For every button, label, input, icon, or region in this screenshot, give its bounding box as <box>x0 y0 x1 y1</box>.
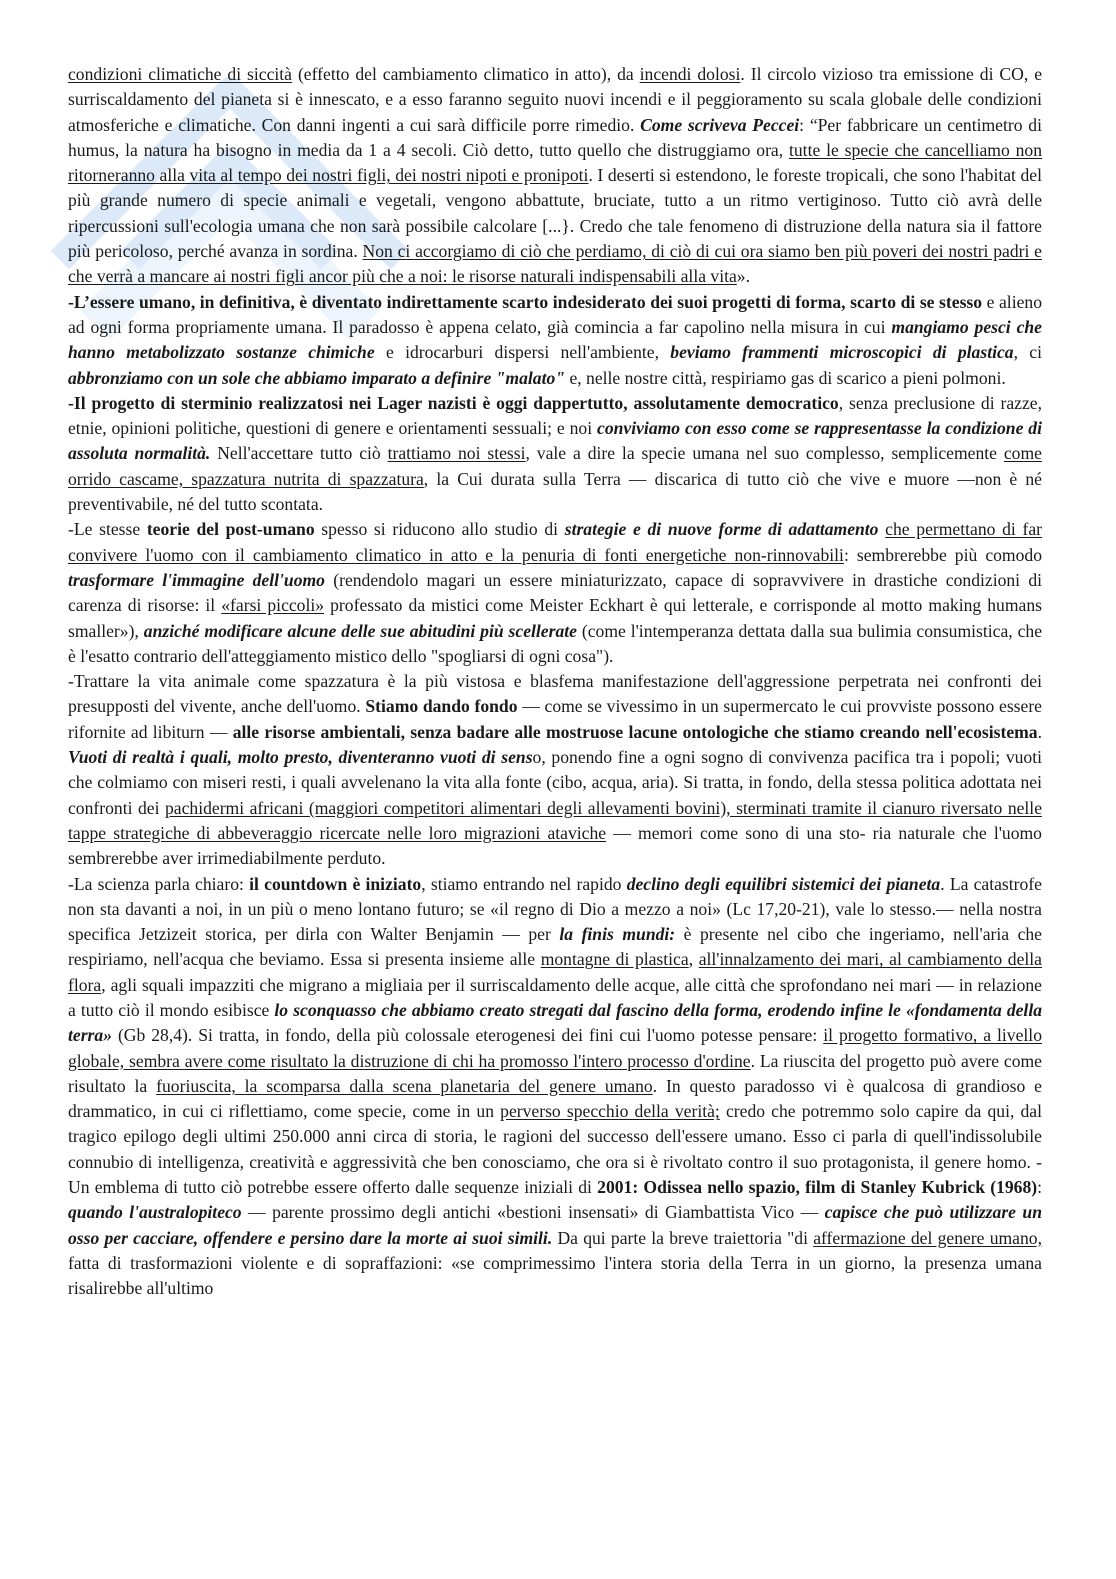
text-run: tutte le specie che cancelliamo non ritorneranno alla vita al tempo dei nostri figli, dei nostri nipoti e pronipoti <box>68 139 1042 186</box>
text-run: credo che potremmo solo capire da qui, dal tragico epilogo degli ultimi 250.000 anni circa di storia, le ragioni del successo dell'essere umano. Esso ci parla di quell'indissolubile connubio di intelligenza, creatività e aggressività che ben conosciamo, che ora si è rivoltato contro il suo protagonista, il genere homo. -Un emblema di tutto ciò potrebbe essere offerto dalle sequenze iniziali di <box>68 1101 1042 1198</box>
text-run: e idrocarburi dispersi nell'ambiente, <box>374 342 671 363</box>
text-run: . I deserti si estendono, le foreste tropicali, che sono l'habitat del più grande numero di specie animali e vegetali, vengono abbattute, bruciate, tutto a un ritmo vertiginoso. Tutto ciò avrà delle ripercussioni sull'ecologia umana che non sarà possibile calcolare [...}. Credo che tale fenomeno di distruzione della natura sia il fattore più pericoloso, perché avanza in sordina. <box>68 165 1042 262</box>
text-run: , <box>688 949 699 970</box>
text-run: e, nelle nostre città, respiriamo gas di scarico a pieni polmoni. <box>565 367 1006 388</box>
text-run: , agli squali impazziti che migrano a migliaia per il surriscaldamento delle acque, alle città che sprofondano nei mari — in relazione a tutto ciò il mondo esibisce <box>68 974 1042 1020</box>
text-run: beviamo frammenti microscopici di plastica <box>670 342 1014 363</box>
text-run: (come l'intemperanza dettata dalla sua bulimia consumistica, che è l'esatto contrario dell'atteggiamento mistico dello "spogliarsi di ogni cosa"). <box>68 620 1043 666</box>
text-run: pachidermi africani (maggiori competitori alimentari degli allevamenti bovini), sterminati tramite il cianuro riversato nelle tappe strategiche di abbeveraggio ricercate nelle loro migrazioni ataviche <box>68 797 1043 843</box>
text-run: , la Cui durata sulla Terra — discarica di tutto ciò che vive e muore —non è né preventivabile, né del tutto scontata. <box>68 468 1042 515</box>
text-run: -La scienza parla chiaro: <box>68 873 250 894</box>
text-run: condizioni climatiche di siccità <box>68 64 292 84</box>
text-run: -Le stesse <box>68 519 147 540</box>
text-run: trattiamo noi stessi <box>387 443 526 464</box>
paragraph <box>68 669 1042 871</box>
text-run: anziché modificare alcune delle sue abitudini più scellerate <box>143 620 577 641</box>
text-run: Da qui parte la breve traiettoria "di <box>552 1227 814 1248</box>
text-run: montagne di plastica <box>540 949 689 970</box>
text-run: . Il circolo vizioso tra emissione di CO, e surriscaldamento del pianeta si è innescato, e a esso faranno seguito nuovi incendi e il peggioramento su scala globale delle condizioni atmosferiche e climatiche. Con danni ingenti a cui sarà difficile porre rimedio. <box>68 64 1043 135</box>
text-run: strategie e di nuove forme di adattamento <box>564 519 879 540</box>
text-run: all'innalzamento dei mari, al cambiamento della flora <box>68 949 1042 995</box>
text-run: abbronziamo con un sole che abbiamo imparato a definire "malato" <box>68 367 566 388</box>
text-run: -L’essere umano, in definitiva, è diventato indirettamente scarto indesiderato dei suoi progetti di forma, scarto di se stesso <box>68 291 983 312</box>
text-run: il progetto formativo, a livello globale, sembra avere come risultato la distruzione di chi ha promosso l'intero processo d'ordine <box>68 1025 1042 1071</box>
text-run: alle risorse ambientali, senza badare alle mostruose lacune ontologiche che stiamo creando nell'ecosistema <box>232 721 1038 742</box>
text-run: — memori come sono di una sto- ria naturale che l'uomo sembrerebbe aver irrimediabilmente perduto. <box>68 822 1042 869</box>
text-run: fuoriuscita, la scomparsa dalla scena planetaria del genere umano <box>156 1075 653 1096</box>
text-run: conviviamo con esso come se rappresentasse la condizione di assoluta normalità. <box>68 418 1042 464</box>
text-run: fatta di trasformazioni violente e di sopraffazioni: «se comprimessimo l'intera storia della Terra in un giorno, la presenza umana risalirebbe all'ultimo <box>68 1252 1042 1299</box>
text-run: : sembrerebbe più comodo <box>843 544 1043 565</box>
text-run: 2001: Odissea nello spazio, film di Stanley Kubrick (1968) <box>597 1177 1038 1198</box>
text-run: lo sconquasso che abbiamo creato stregati dal fascino della forma, erodendo infine le «fondamenta della terra» <box>68 999 1043 1046</box>
text-run: o, ponendo fine a ogni sogno di convivenza pacifica tra i popoli; vuoti che colmiamo con miseri resti, i quali avvelenano la vita alla fonte (cibo, acqua, aria). Si tratta, in fondo, della stessa politica adottata nei confronti dei <box>68 747 1042 818</box>
text-run: -Trattare la vita animale come spazzatura è la più vistosa e blasfema manifestazione dell'aggressione perpetrata nei confronti dei presupposti del vivente, anche dell'uomo. <box>68 671 1042 717</box>
text-run: ». <box>736 266 750 287</box>
text-run: (rendendolo magari un essere miniaturizzato, capace di sopravvivere in drastiche condizioni di carenza di risorse: il <box>68 569 1043 616</box>
text-run: che permettano di far convivere l'uomo con il cambiamento climatico in atto e la penuria di fonti energetiche non-rinnovabili <box>68 519 1042 565</box>
text-run: affermazione del genere umano, <box>813 1227 1042 1248</box>
text-run: perverso specchio della verità; <box>500 1101 720 1122</box>
text-run: . La catastrofe non sta davanti a noi, in un più o meno lontano futuro; se «il regno di Dio a mezzo a noi» (Lc 17,20-21), vale lo stesso.— nella nostra specifica Jetzizeit storica, per dirla con Walter Benjamin — per <box>68 873 1042 945</box>
text-run: la finis mundi: <box>559 924 676 945</box>
text-run: Nell'accettare tutto ciò <box>210 443 388 464</box>
text-run: Vuoti di realtà i quali, molto presto, diventeranno vuoti di sens <box>68 747 533 768</box>
text-run: incendi dolosi <box>639 64 741 84</box>
text-run: . In questo paradosso vi è qualcosa di grandioso e drammatico, in cui ci riflettiamo, come specie, come in un <box>68 1075 1042 1122</box>
text-run: , stiamo entrando nel rapido <box>421 873 627 894</box>
text-run: capisce che può utilizzare un osso per cacciare, offendere e persino dare la morte ai suoi simili. <box>68 1202 1042 1248</box>
text-run: -Il progetto di sterminio realizzatosi nei Lager nazisti è oggi dappertutto, assolutamente democratico <box>68 392 839 413</box>
text-run: — parente prossimo degli antichi «bestioni insensati» di Giambattista Vico — <box>241 1202 825 1223</box>
document-page <box>68 62 1042 1302</box>
text-run: il countdown è iniziato <box>249 873 422 894</box>
text-run: declino degli equilibri sistemici dei pianeta <box>626 873 941 894</box>
text-run: teorie del post-umano <box>146 519 315 540</box>
text-run: professato da mistici come Meister Eckhart è qui letterale, e corrisponde al motto making humans smaller»), <box>68 595 1042 641</box>
text-run: come orrido cascame, spazzatura nutrita di spazzatura <box>68 443 1042 489</box>
text-run: quando l'australopiteco <box>68 1202 242 1223</box>
text-run: (effetto del cambiamento climatico in atto), da <box>292 64 640 84</box>
text-run: (Gb 28,4). Si tratta, in fondo, della più colossale eterogenesi dei fini cui l'uomo potesse pensare: <box>111 1025 824 1046</box>
text-run: : <box>1037 1177 1042 1198</box>
text-run: . La riuscita del progetto può avere come risultato la <box>68 1050 1042 1096</box>
text-run: trasformare l'immagine dell'uomo <box>68 569 325 590</box>
paragraph <box>68 391 1042 517</box>
paragraph <box>68 872 1042 1302</box>
text-run: spesso si riducono allo studio di <box>314 519 565 540</box>
text-run: «farsi piccoli» <box>221 595 325 616</box>
text-run: : “Per fabbricare un centimetro di humus, la natura ha bisogno in media da 1 a 4 secoli. Ciò detto, tutto quello che distruggiamo ora, <box>68 114 1042 160</box>
paragraph <box>68 517 1042 669</box>
paragraph <box>68 290 1042 391</box>
text-run: Stiamo dando fondo <box>365 696 518 717</box>
text-run: . <box>1037 721 1042 742</box>
text-run: è presente nel cibo che ingeriamo, nell'aria che respiriamo, nell'acqua che beviamo. Essa si presenta insieme alle <box>68 924 1042 970</box>
text-run: , vale a dire la specie umana nel suo complesso, semplicemente <box>525 443 1004 464</box>
text-run: , senza preclusione di razze, etnie, opinioni politiche, questioni di genere e orientamenti sessuali; e noi <box>68 392 1042 439</box>
text-run: — come se vivessimo in un supermercato le cui provviste possono essere rifornite ad libiturn — <box>68 696 1042 742</box>
paragraph <box>68 62 1042 290</box>
text-run: Non ci accorgiamo di ciò che perdiamo, di ciò di cui ora siamo ben più poveri dei nostri padri e che verrà a mancare ai nostri figli ancor più che a noi: le risorse naturali indispensabili alla vita <box>68 241 1042 287</box>
text-run: , ci <box>1013 342 1042 363</box>
text-run: e alieno ad ogni forma propriamente umana. Il paradosso è appena celato, già comincia a far capolino nella misura in cui <box>68 291 1042 337</box>
text-run: mangiamo pesci che hanno metabolizzato sostanze chimiche <box>68 316 1042 363</box>
text-run: Come scriveva Peccei <box>640 114 800 135</box>
